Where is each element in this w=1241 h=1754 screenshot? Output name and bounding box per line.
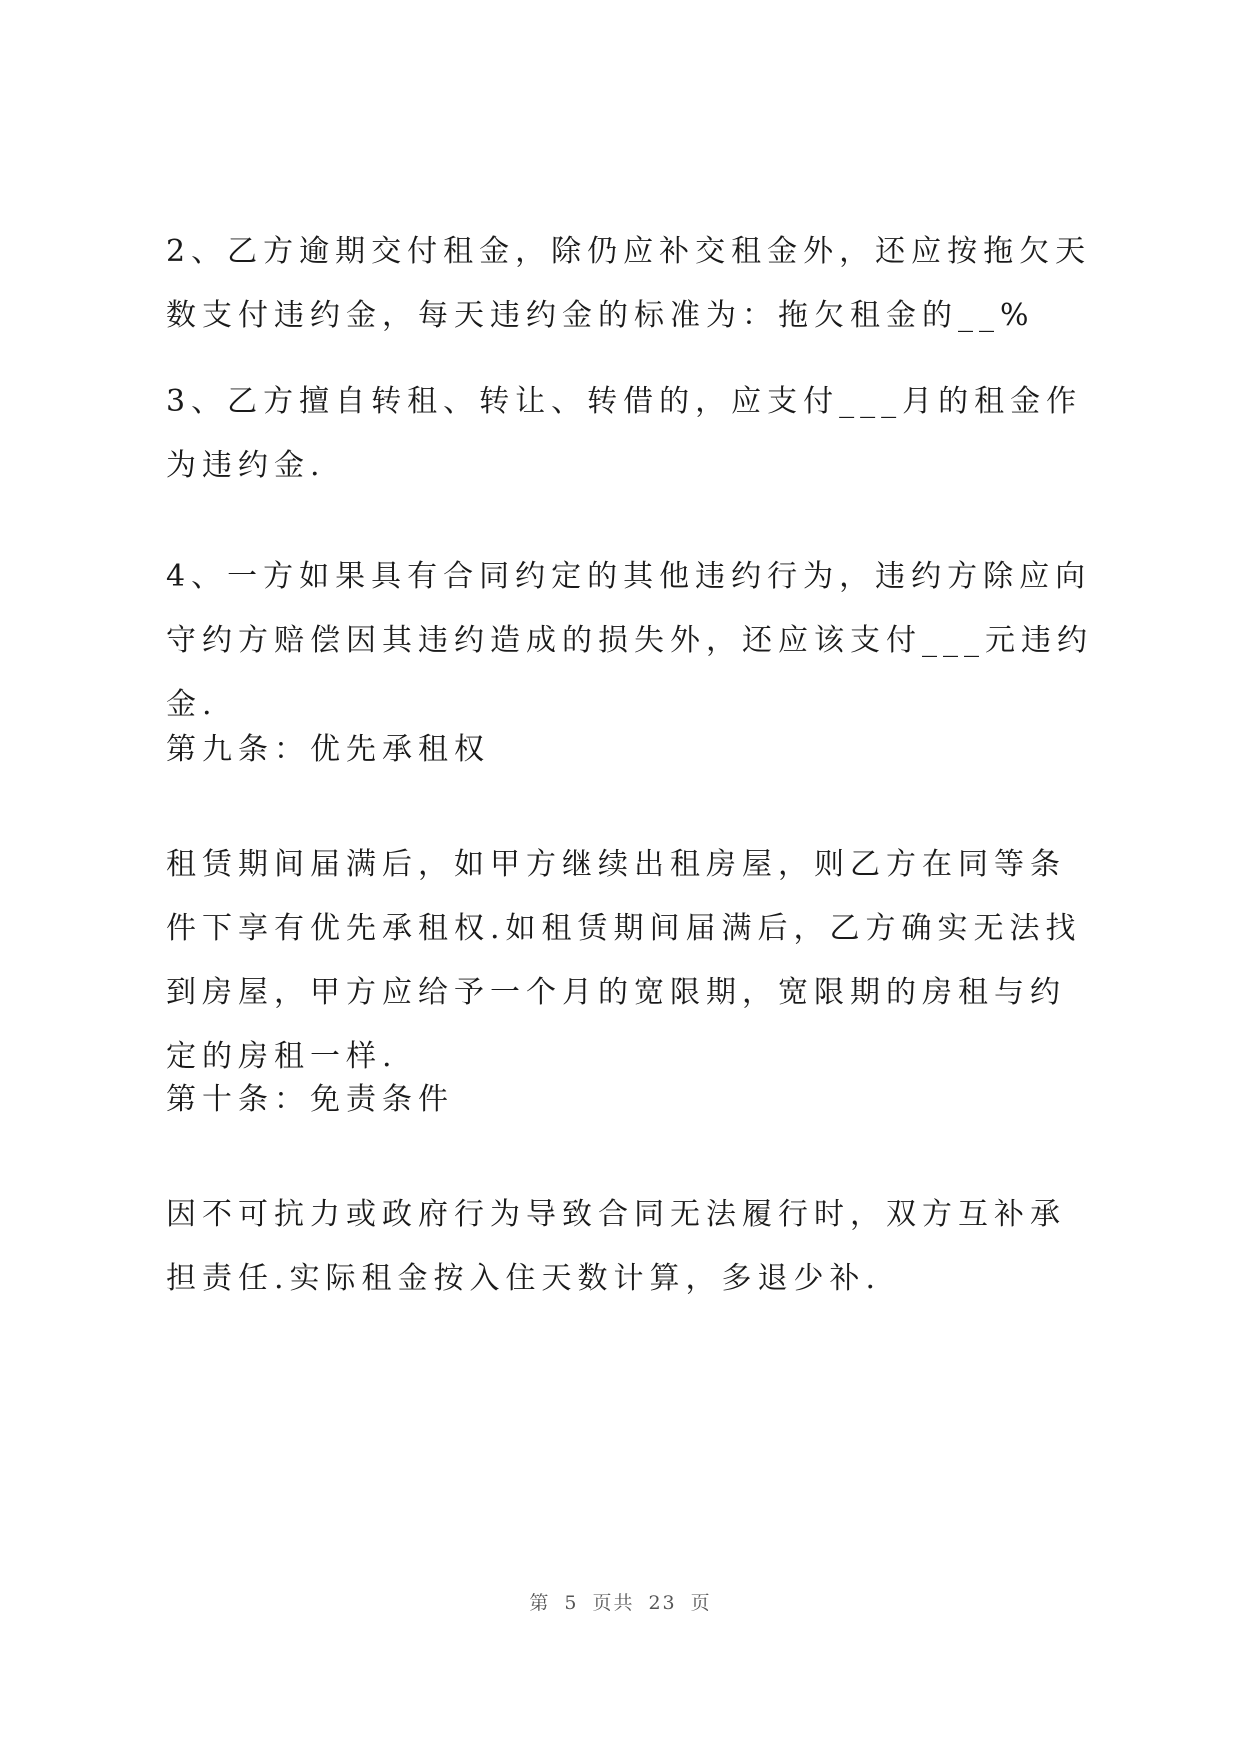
footer-suffix: 页 bbox=[690, 1592, 712, 1614]
article-9-heading: 第九条：优先承租权 bbox=[166, 732, 490, 767]
clause-item-2: 2、乙方逾期交付租金，除仍应补交租金外，还应按拖欠天数支付违约金，每天违约金的标准为：拖欠租金的__% bbox=[166, 234, 1092, 333]
footer-total-pages: 23 bbox=[648, 1592, 677, 1614]
article-9-body: 租赁期间届满后，如甲方继续出租房屋，则乙方在同等条件下享有优先承租权.如租赁期间届满后，乙方确实无法找到房屋，甲方应给予一个月的宽限期，宽限期的房租与约定的房租一样. bbox=[166, 847, 1082, 1074]
article-10-heading: 第十条：免责条件 bbox=[166, 1082, 454, 1117]
footer-current-page: 5 bbox=[564, 1592, 579, 1614]
footer-prefix: 第 bbox=[529, 1592, 551, 1614]
clause-item-3: 3、乙方擅自转租、转让、转借的，应支付___月的租金作为违约金. bbox=[166, 384, 1083, 483]
footer-middle: 页共 bbox=[592, 1592, 635, 1614]
page-footer bbox=[0, 1588, 1241, 1615]
clause-item-4: 4、一方如果具有合同约定的其他违约行为，违约方除应向守约方赔偿因其违约造成的损失外，还应该支付___元违约金. bbox=[166, 559, 1093, 722]
article-10-body: 因不可抗力或政府行为导致合同无法履行时，双方互补承担责任.实际租金按入住天数计算，多退少补. bbox=[166, 1197, 1066, 1296]
